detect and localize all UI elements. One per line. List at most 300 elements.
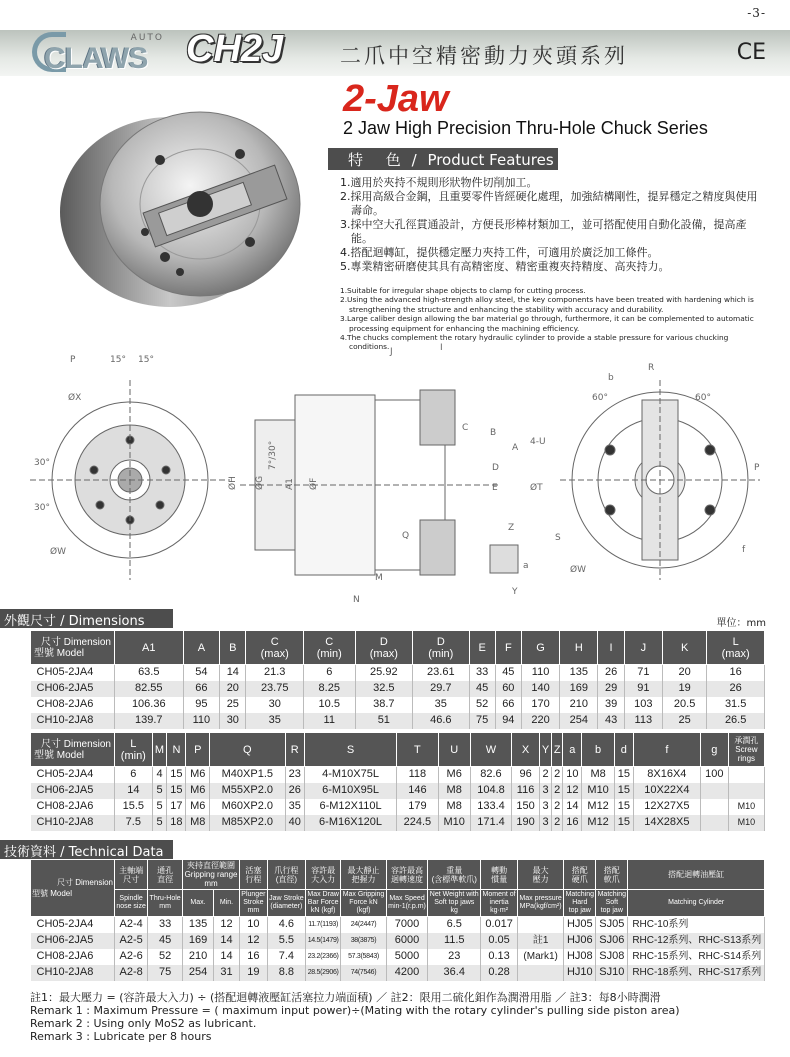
value-cell: M8 xyxy=(438,783,470,799)
column-header: b xyxy=(582,733,614,767)
drawing-label: f xyxy=(742,545,746,555)
value-cell: 5 xyxy=(152,799,167,815)
brand-logo xyxy=(32,28,174,76)
value-cell: 16 xyxy=(563,815,582,831)
page-number: -3- xyxy=(747,6,766,20)
column-header: F xyxy=(495,631,521,665)
value-cell: 5.5 xyxy=(267,933,305,949)
remark-line: Remark 3 : Lubricate per 8 hours xyxy=(30,1030,212,1043)
column-header-en: Jaw Stroke (diameter) xyxy=(267,890,305,917)
column-header: C (max) xyxy=(246,631,304,665)
drawing-label: P xyxy=(70,355,76,365)
value-cell: 36.4 xyxy=(428,965,481,981)
value-cell: 20.5 xyxy=(662,697,706,713)
value-cell: 3 xyxy=(540,815,552,831)
value-cell: 39 xyxy=(598,697,624,713)
value-cell: 2 xyxy=(552,815,563,831)
value-cell: 169 xyxy=(560,681,598,697)
value-cell: 15 xyxy=(167,783,186,799)
value-cell: 210 xyxy=(560,697,598,713)
features-header-cn2: 色 xyxy=(385,151,401,169)
value-cell: 104.8 xyxy=(470,783,511,799)
corner-top-label: 尺寸 Dimension xyxy=(40,636,111,648)
value-cell: 24(2447) xyxy=(341,917,387,933)
column-header: 承潤孔 Screw rings xyxy=(728,733,764,767)
value-cell: 6-M16X120L xyxy=(304,815,396,831)
value-cell: RHC-18系列、RHC-S17系列 xyxy=(628,965,765,981)
technical-drawings xyxy=(30,340,770,610)
value-cell: 16 xyxy=(707,665,765,681)
technical-table xyxy=(30,859,765,981)
value-cell: SJ05 xyxy=(596,917,628,933)
side-view-drawing xyxy=(240,390,518,575)
value-cell: M55XP2.0 xyxy=(210,783,286,799)
value-cell: 7000 xyxy=(386,917,428,933)
column-header-en: Spindle nose size xyxy=(115,890,148,917)
drawing-label: 30° xyxy=(34,458,50,468)
column-header: Y xyxy=(540,733,552,767)
drawing-label: P xyxy=(754,463,760,473)
value-cell: 100 xyxy=(700,767,728,783)
corner-top-label: 尺寸 Dimension xyxy=(40,738,111,750)
logo-claws-text: CLAWS xyxy=(44,42,148,75)
value-cell: 43 xyxy=(598,713,624,729)
value-cell: 52 xyxy=(148,949,183,965)
column-header: W xyxy=(470,733,511,767)
technical-header: 技術資料 / Technical Data xyxy=(0,840,173,859)
feature-en-item: 1.Suitable for irregular shape objects to clamp for cutting process. xyxy=(340,286,586,295)
feature-cn-item: 1.適用於夾持不規則形狀物件切削加工。 xyxy=(340,176,538,189)
value-cell: 0.05 xyxy=(481,933,518,949)
value-cell: M6 xyxy=(186,799,210,815)
value-cell: 19 xyxy=(662,681,706,697)
value-cell: M8 xyxy=(582,767,614,783)
column-header: J xyxy=(624,631,662,665)
drawing-label: D xyxy=(492,463,499,473)
column-header-cn: 搭配 硬爪 xyxy=(564,860,596,890)
feature-cn-item: 3.採中空大孔徑貫通設計，方便長形棒材類加工，並可搭配使用自動化設備，提高產能。 xyxy=(340,218,747,245)
value-cell: 4 xyxy=(152,767,167,783)
jaw-view-drawing xyxy=(560,380,760,580)
value-cell: 6.5 xyxy=(428,917,481,933)
value-cell: 20 xyxy=(662,665,706,681)
drawing-label: ØX xyxy=(68,393,82,403)
model-cell: CH05-2JA4 xyxy=(31,665,115,681)
column-header: L (min) xyxy=(115,733,153,767)
column-header-en: Plunger Stroke mm xyxy=(240,890,268,917)
value-cell: 46.6 xyxy=(413,713,469,729)
value-cell: 23.61 xyxy=(413,665,469,681)
column-header: M xyxy=(152,733,167,767)
value-cell: 150 xyxy=(512,799,540,815)
column-header: T xyxy=(397,733,438,767)
dimension-model-corner xyxy=(31,860,115,917)
drawing-label: b xyxy=(608,373,614,383)
model-cell: CH08-2JA6 xyxy=(31,697,115,713)
value-cell: 14 xyxy=(220,665,246,681)
value-cell: 35 xyxy=(413,697,469,713)
value-cell: 12X27X5 xyxy=(633,799,700,815)
drawing-label: J xyxy=(390,347,393,357)
drawing-label: ØG xyxy=(255,475,265,490)
value-cell: 15 xyxy=(614,815,633,831)
column-header-en: Thru-Hole mm xyxy=(148,890,183,917)
value-cell: RHC-12系列、RHC-S13系列 xyxy=(628,933,765,949)
column-header: g xyxy=(700,733,728,767)
value-cell: (Mark1) xyxy=(517,949,563,965)
model-cell: CH10-2JA8 xyxy=(31,965,115,981)
corner-bottom-label: 型號 Model xyxy=(34,749,85,761)
column-header: Z xyxy=(552,733,563,767)
value-cell: 15.5 xyxy=(115,799,153,815)
value-cell: 113 xyxy=(624,713,662,729)
value-cell: 8.25 xyxy=(303,681,355,697)
column-header-cn: 搭配迴轉油壓缸 xyxy=(628,860,765,890)
column-header-cn: 容許最高 迴轉速度 xyxy=(386,860,428,890)
value-cell: 14 xyxy=(115,783,153,799)
value-cell: M12 xyxy=(582,799,614,815)
value-cell: 20 xyxy=(220,681,246,697)
value-cell: 66 xyxy=(495,697,521,713)
value-cell: M8 xyxy=(438,799,470,815)
value-cell: 15 xyxy=(614,767,633,783)
value-cell: 註1 xyxy=(517,933,563,949)
column-header: A1 xyxy=(115,631,184,665)
drawing-label: ØW xyxy=(50,547,66,557)
value-cell: 3 xyxy=(540,799,552,815)
column-header: R xyxy=(285,733,304,767)
value-cell: 60 xyxy=(495,681,521,697)
corner-bottom-label: 型號 Model xyxy=(34,647,85,659)
column-header: L (max) xyxy=(707,631,765,665)
value-cell: 26 xyxy=(707,681,765,697)
column-header-en: Moment of inertia kg·m² xyxy=(481,890,518,917)
value-cell: SJ10 xyxy=(596,965,628,981)
value-cell: 18 xyxy=(167,815,186,831)
column-header: K xyxy=(662,631,706,665)
column-header-cn: 活塞 行程 xyxy=(240,860,268,890)
value-cell: 52 xyxy=(469,697,495,713)
value-cell: 23.75 xyxy=(246,681,304,697)
value-cell: SJ06 xyxy=(596,933,628,949)
drawing-label: ØF xyxy=(309,477,319,490)
value-cell: 15 xyxy=(614,799,633,815)
column-header-cn: 通孔 直徑 xyxy=(148,860,183,890)
value-cell: HJ06 xyxy=(564,933,596,949)
features-header-cn1: 特 xyxy=(348,151,364,169)
column-header: Q xyxy=(210,733,286,767)
value-cell: 96 xyxy=(512,767,540,783)
value-cell: M6 xyxy=(438,767,470,783)
value-cell: HJ10 xyxy=(564,965,596,981)
value-cell: 23 xyxy=(285,767,304,783)
drawing-label: ØH xyxy=(228,476,238,490)
value-cell: 12 xyxy=(563,783,582,799)
feature-en-item: 2.Using the advanced high-strength alloy steel, the key components have been treated with hardening which is strengthening the structure and enhancing the stability with accuracy and durability. xyxy=(340,295,754,314)
value-cell: RHC-15系列、RHC-S14系列 xyxy=(628,949,765,965)
dimension-model-corner xyxy=(31,631,115,665)
value-cell: 190 xyxy=(512,815,540,831)
value-cell xyxy=(700,799,728,815)
value-cell: 140 xyxy=(521,681,559,697)
value-cell: 45 xyxy=(495,665,521,681)
value-cell: 14 xyxy=(563,799,582,815)
drawing-label: 60° xyxy=(695,393,711,403)
corner-top-label: 尺寸 Dimension xyxy=(56,878,113,887)
feature-cn-item: 5.專業精密研磨使其具有高精密度、精密重複夾持精度、高夾持力。 xyxy=(340,260,670,273)
features-header-sep: / xyxy=(411,151,417,169)
value-cell: 25 xyxy=(220,697,246,713)
drawing-label: ØW xyxy=(570,565,586,575)
value-cell: 30 xyxy=(220,713,246,729)
column-header-en: Matching Hard top jaw xyxy=(564,890,596,917)
remark-line: Remark 1 : Maximum Pressure = ( maximum input power)÷(Mating with the rotary cylinder's pulling side piston area) xyxy=(30,1004,680,1017)
value-cell: 31.5 xyxy=(707,697,765,713)
column-header: D (min) xyxy=(413,631,469,665)
value-cell: 106.36 xyxy=(115,697,184,713)
drawing-label: Y xyxy=(512,587,518,597)
value-cell: 4.6 xyxy=(267,917,305,933)
value-cell: 3 xyxy=(540,783,552,799)
value-cell: 25 xyxy=(662,713,706,729)
table-row xyxy=(31,783,765,799)
value-cell: 30 xyxy=(246,697,304,713)
value-cell: M6 xyxy=(186,767,210,783)
value-cell: 6000 xyxy=(386,933,428,949)
value-cell: 0.28 xyxy=(481,965,518,981)
column-header: D (max) xyxy=(355,631,413,665)
value-cell: M85XP2.0 xyxy=(210,815,286,831)
column-header: I xyxy=(598,631,624,665)
value-cell: 6 xyxy=(303,665,355,681)
value-cell: 210 xyxy=(183,949,214,965)
feature-cn-item: 4.搭配迴轉缸，提供穩定壓力夾持工件，可適用於廣泛加工條件。 xyxy=(340,246,659,259)
value-cell: M10 xyxy=(728,815,764,831)
column-header-cn: 最大 壓力 xyxy=(517,860,563,890)
logo-auto-text: AUTO xyxy=(130,33,164,43)
value-cell: 29.7 xyxy=(413,681,469,697)
value-cell: M12 xyxy=(582,815,614,831)
model-code: CH2J xyxy=(186,28,284,70)
value-cell: 169 xyxy=(183,933,214,949)
value-cell: 116 xyxy=(512,783,540,799)
value-cell: 10 xyxy=(240,917,268,933)
column-header-en: Max. xyxy=(183,890,214,917)
value-cell: 38.7 xyxy=(355,697,413,713)
value-cell: 6-M12X110L xyxy=(304,799,396,815)
value-cell: 146 xyxy=(397,783,438,799)
unit-label: 單位：mm xyxy=(716,618,766,629)
value-cell: 254 xyxy=(560,713,598,729)
value-cell: 4200 xyxy=(386,965,428,981)
value-cell: 118 xyxy=(397,767,438,783)
value-cell: 63.5 xyxy=(115,665,184,681)
value-cell: 38(3875) xyxy=(341,933,387,949)
value-cell: 135 xyxy=(183,917,214,933)
value-cell: 25.92 xyxy=(355,665,413,681)
remark-line: Remark 2 : Using only MoS2 as lubricant. xyxy=(30,1017,257,1030)
value-cell: M10 xyxy=(728,799,764,815)
column-header-cn: 爪行程 (直徑) xyxy=(267,860,305,890)
value-cell: 31 xyxy=(214,965,240,981)
column-header-cn: 主軸端 尺寸 xyxy=(115,860,148,890)
table-row xyxy=(31,697,765,713)
value-cell: 14X28X5 xyxy=(633,815,700,831)
value-cell xyxy=(517,917,563,933)
value-cell: 14.5(1479) xyxy=(306,933,341,949)
value-cell: 7.4 xyxy=(267,949,305,965)
value-cell: 8X16X4 xyxy=(633,767,700,783)
value-cell: 103 xyxy=(624,697,662,713)
value-cell: 40 xyxy=(285,815,304,831)
value-cell xyxy=(700,815,728,831)
column-header-en: Max Gripping Force kN (kgf) xyxy=(341,890,387,917)
value-cell xyxy=(517,965,563,981)
features-header-en: Product Features xyxy=(427,151,554,169)
value-cell: 15 xyxy=(167,767,186,783)
value-cell: A2-8 xyxy=(115,965,148,981)
value-cell: A2-4 xyxy=(115,917,148,933)
value-cell: 133.4 xyxy=(470,799,511,815)
drawing-label: 4-U xyxy=(530,437,546,447)
product-subtitle: 2 Jaw High Precision Thru-Hole Chuck Series xyxy=(343,118,708,138)
value-cell: 12 xyxy=(240,933,268,949)
value-cell: 6-M10X95L xyxy=(304,783,396,799)
dimensions-table-1 xyxy=(30,630,765,729)
value-cell: 23.2(2366) xyxy=(306,949,341,965)
table-row xyxy=(31,933,765,949)
value-cell: 4-M10X75L xyxy=(304,767,396,783)
dimension-model-corner xyxy=(31,733,115,767)
value-cell: RHC-10系列 xyxy=(628,917,765,933)
value-cell: 12 xyxy=(214,917,240,933)
ce-mark: CE xyxy=(736,40,766,65)
value-cell: 2 xyxy=(540,767,552,783)
value-cell: 6 xyxy=(115,767,153,783)
value-cell: 19 xyxy=(240,965,268,981)
value-cell: 110 xyxy=(521,665,559,681)
value-cell: 220 xyxy=(521,713,559,729)
drawing-label: Z xyxy=(508,523,515,533)
column-header: H xyxy=(560,631,598,665)
column-header-en: Matching Cylinder xyxy=(628,890,765,917)
value-cell: M60XP2.0 xyxy=(210,799,286,815)
value-cell: 7.5 xyxy=(115,815,153,831)
value-cell: 23 xyxy=(428,949,481,965)
series-title-cn: 二爪中空精密動力夾頭系列 xyxy=(340,44,628,68)
drawing-label: ØT xyxy=(530,483,543,493)
value-cell: 54 xyxy=(183,665,220,681)
value-cell: 2 xyxy=(552,767,563,783)
value-cell: 35 xyxy=(246,713,304,729)
column-header-cn: 最大靜止 把握力 xyxy=(341,860,387,890)
table-row xyxy=(31,665,765,681)
features-list-cn xyxy=(340,176,760,274)
column-header: G xyxy=(521,631,559,665)
value-cell xyxy=(728,783,764,799)
model-cell: CH05-2JA4 xyxy=(31,767,115,783)
value-cell: 32.5 xyxy=(355,681,413,697)
value-cell: 91 xyxy=(624,681,662,697)
dimensions-table-2 xyxy=(30,732,765,831)
value-cell: 33 xyxy=(148,917,183,933)
value-cell: 26.5 xyxy=(707,713,765,729)
value-cell: 5000 xyxy=(386,949,428,965)
value-cell: 10.5 xyxy=(303,697,355,713)
value-cell: 2 xyxy=(552,799,563,815)
value-cell: 16 xyxy=(240,949,268,965)
value-cell: M8 xyxy=(186,815,210,831)
model-cell: CH10-2JA8 xyxy=(31,815,115,831)
value-cell: 171.4 xyxy=(470,815,511,831)
value-cell: 139.7 xyxy=(115,713,184,729)
value-cell: 10X22X4 xyxy=(633,783,700,799)
value-cell: 5 xyxy=(152,815,167,831)
value-cell: 51 xyxy=(355,713,413,729)
value-cell: M10 xyxy=(438,815,470,831)
drawing-label: Q xyxy=(402,531,410,541)
value-cell: 254 xyxy=(183,965,214,981)
column-header: A xyxy=(183,631,220,665)
value-cell: HJ08 xyxy=(564,949,596,965)
column-header: B xyxy=(220,631,246,665)
value-cell: 5 xyxy=(152,783,167,799)
value-cell: 82.6 xyxy=(470,767,511,783)
features-header xyxy=(328,148,558,170)
value-cell: 82.55 xyxy=(115,681,184,697)
model-cell: CH06-2JA5 xyxy=(31,783,115,799)
value-cell: M6 xyxy=(186,783,210,799)
value-cell: 45 xyxy=(469,681,495,697)
column-header: N xyxy=(167,733,186,767)
value-cell xyxy=(728,767,764,783)
value-cell: HJ05 xyxy=(564,917,596,933)
value-cell: 71 xyxy=(624,665,662,681)
column-header: C (min) xyxy=(303,631,355,665)
value-cell: A2-6 xyxy=(115,949,148,965)
column-header-en: Max Speed min-1(r.p.m) xyxy=(386,890,428,917)
drawing-label: S xyxy=(555,533,561,543)
column-header-cn: 搭配 軟爪 xyxy=(596,860,628,890)
model-cell: CH10-2JA8 xyxy=(31,713,115,729)
table-row xyxy=(31,681,765,697)
value-cell: 14 xyxy=(214,949,240,965)
chuck-photo xyxy=(50,92,330,312)
column-header: E xyxy=(469,631,495,665)
dimensions-header: 外觀尺寸 / Dimensions xyxy=(0,609,173,628)
drawing-label: a xyxy=(523,561,529,571)
value-cell: 110 xyxy=(183,713,220,729)
column-header: P xyxy=(186,733,210,767)
column-header-en: Max Draw Bar Force kN (kgf) xyxy=(306,890,341,917)
value-cell: 29 xyxy=(598,681,624,697)
drawing-label: 30° xyxy=(34,503,50,513)
remarks xyxy=(30,991,770,1043)
value-cell: M10 xyxy=(582,783,614,799)
table-row xyxy=(31,713,765,729)
value-cell: 2 xyxy=(552,783,563,799)
table-row xyxy=(31,917,765,933)
model-cell: CH06-2JA5 xyxy=(31,681,115,697)
value-cell: 11.5 xyxy=(428,933,481,949)
column-header: X xyxy=(512,733,540,767)
value-cell: 74(7546) xyxy=(341,965,387,981)
product-title: 2-Jaw xyxy=(343,78,449,120)
value-cell: 21.3 xyxy=(246,665,304,681)
value-cell: 0.13 xyxy=(481,949,518,965)
value-cell: 95 xyxy=(183,697,220,713)
model-cell: CH08-2JA6 xyxy=(31,799,115,815)
